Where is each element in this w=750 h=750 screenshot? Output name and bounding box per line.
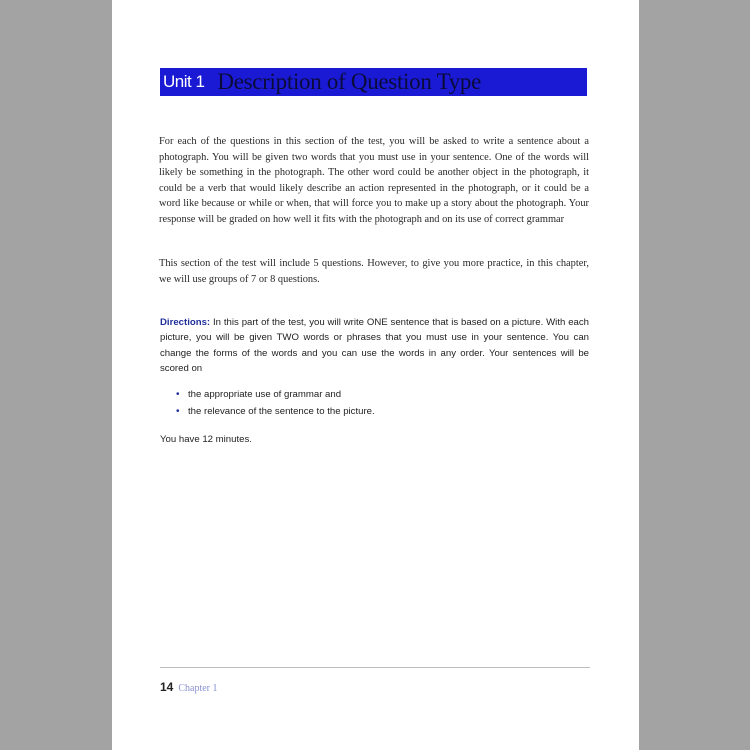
directions-block [160,315,589,377]
page-footer [160,680,218,694]
section-info-paragraph: This section of the test will include 5 questions. However, to give you more practice, in this chapter, we will use groups of 7 or 8 questions. [159,258,589,285]
bullet-icon: • [176,406,180,417]
intro-paragraph: For each of the questions in this section of the test, you will be asked to write a sentence about a photograph. You will be given two words that you must use in your sentence. One of the words will likely be something in the photograph. The other word could be another object in the photograph, it could be a verb that would likely describe an action represented in the photograph, or it could be a word like because or while or when, that will force you to make up a story about the photograph. Your response will be graded on how well it fits with the photograph and on its use of correct grammar [159,136,589,225]
bullet-icon: • [176,389,180,400]
chapter-label: Chapter 1 [178,683,218,694]
unit-label: Unit 1 [163,72,205,91]
footer-divider [160,667,590,668]
list-item [176,386,576,403]
directions-label: Directions: [160,317,211,328]
page-number: 14 [160,680,174,694]
directions-text: In this part of the test, you will write ONE sentence that is based on a picture. With each picture, you will be given TWO words or phrases that you must use in your sentence. You can change the forms of the words and you can use the words in any order. Your sentences will be scored on [160,317,589,375]
scoring-criteria-list [176,386,576,420]
unit-header-bar [160,68,587,96]
list-item-text: the appropriate use of grammar and [188,389,342,400]
unit-title: Description of Question Type [217,69,482,94]
time-limit-note: You have 12 minutes. [160,434,252,445]
list-item-text: the relevance of the sentence to the picture. [188,406,375,417]
document-page [112,0,639,750]
list-item [176,403,576,420]
